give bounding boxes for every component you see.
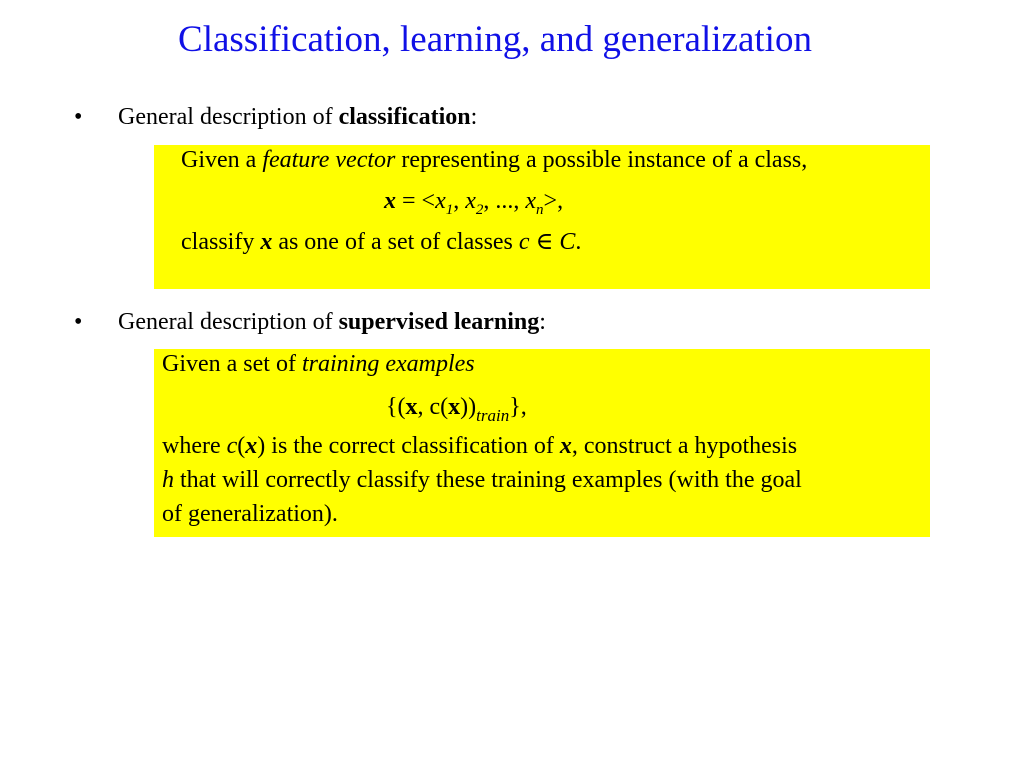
- formula-var: x: [260, 229, 273, 255]
- formula-subscript: n: [536, 202, 544, 218]
- formula-var: h: [162, 467, 174, 493]
- formula-subscript: 2: [475, 202, 484, 218]
- formula-var: x: [435, 188, 446, 214]
- formula-var: x: [465, 188, 476, 214]
- formula-text: , c(: [417, 394, 449, 420]
- text: ) is the correct classification of: [257, 433, 560, 459]
- text: where: [162, 433, 227, 459]
- learning-line-1: [162, 349, 475, 379]
- text: that will correctly classify these training examples (with the goal: [174, 467, 802, 493]
- formula-text: >,: [543, 188, 564, 214]
- bullet-text-prefix: General description of: [118, 309, 339, 335]
- text: .: [575, 229, 582, 255]
- text: classify: [181, 229, 261, 255]
- bullet-suffix: :: [470, 104, 478, 130]
- learning-line-5: of generalization).: [162, 501, 338, 527]
- bullet-icon: •: [74, 309, 83, 335]
- classification-line-3: [181, 227, 581, 257]
- bullet-text-prefix: General description of: [118, 104, 339, 130]
- formula-text: = <: [396, 188, 436, 214]
- formula-var: x: [384, 188, 396, 214]
- bullet-supervised-learning: [74, 307, 546, 337]
- learning-line-3: [162, 431, 797, 461]
- formula-text: , ...,: [483, 188, 526, 214]
- bullet-term: supervised learning: [338, 309, 540, 335]
- text: Given a: [181, 147, 263, 173]
- text: Given a set of: [162, 351, 302, 377]
- formula-var: x: [525, 188, 537, 214]
- classification-definition-box: [154, 145, 930, 289]
- element-of-symbol: ∈: [529, 229, 560, 255]
- formula-var: x: [559, 433, 572, 459]
- bullet-term: classification: [338, 104, 471, 130]
- bullet-suffix: :: [539, 309, 546, 335]
- formula-text: ,: [453, 188, 466, 214]
- formula-text: {(: [386, 394, 406, 420]
- text: , construct a hypothesis: [571, 433, 798, 459]
- text: (: [237, 433, 246, 459]
- feature-vector-formula: [384, 186, 563, 219]
- text: representing a possible instance of a class,: [395, 147, 808, 173]
- supervised-learning-definition-box: [154, 349, 930, 537]
- formula-var: x: [448, 394, 461, 420]
- formula-var: c: [518, 229, 530, 255]
- formula-subscript: 1: [445, 202, 454, 218]
- text: as one of a set of classes: [272, 229, 519, 255]
- training-set-formula: [386, 392, 527, 424]
- formula-subscript: train: [476, 406, 510, 425]
- formula-var: x: [245, 433, 258, 459]
- classification-line-1: [181, 145, 807, 175]
- formula-var: x: [405, 394, 418, 420]
- learning-line-4: [162, 465, 802, 495]
- feature-vector-term: feature vector: [262, 147, 396, 173]
- formula-text: },: [509, 394, 527, 420]
- formula-var: c: [226, 433, 238, 459]
- bullet-classification: [74, 102, 477, 132]
- formula-text: )): [460, 394, 477, 420]
- bullet-icon: •: [74, 104, 83, 130]
- slide-title: Classification, learning, and generalization: [178, 19, 812, 60]
- formula-var: C: [559, 229, 576, 255]
- training-examples-term: training examples: [301, 351, 475, 377]
